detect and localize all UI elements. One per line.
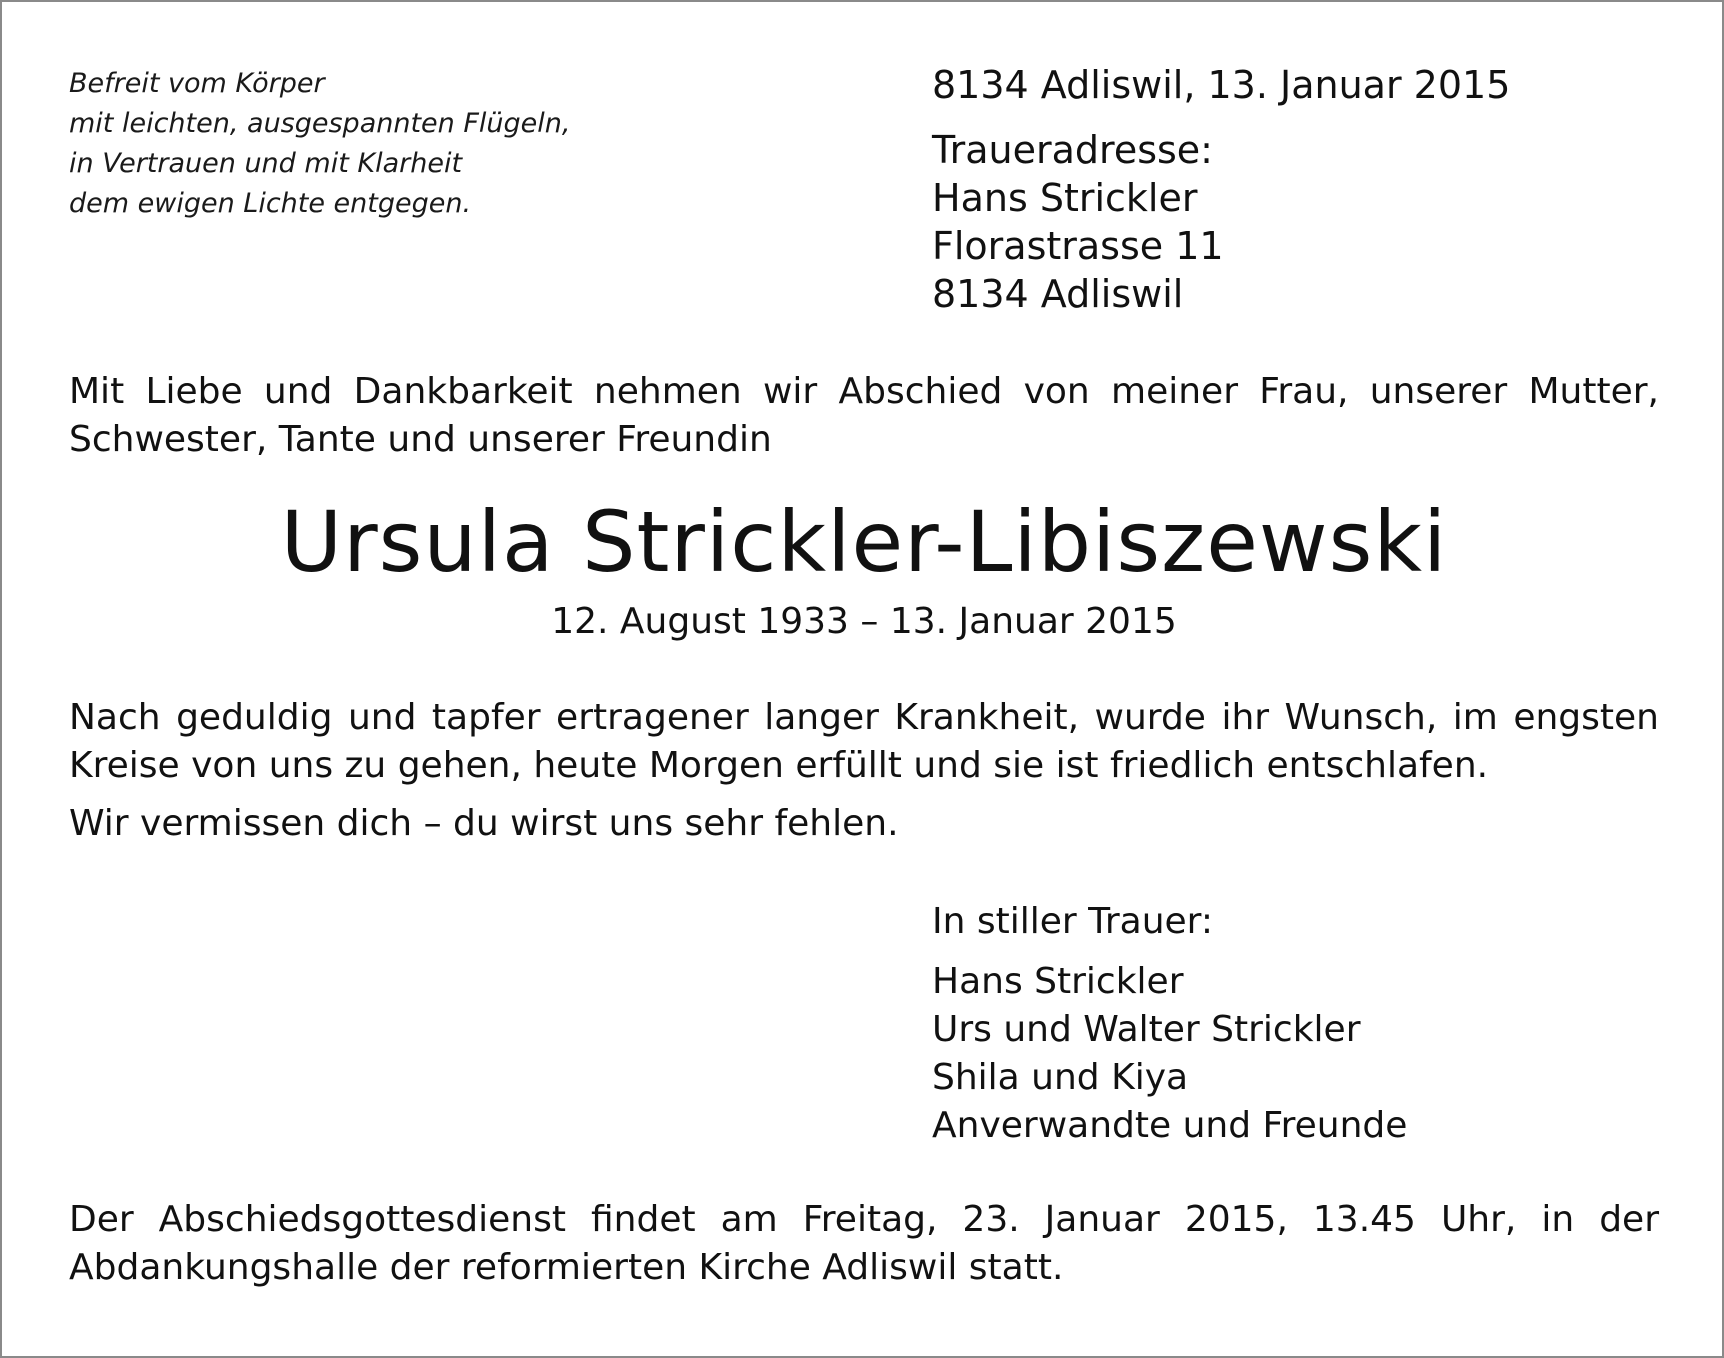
poem-line: in Vertrauen und mit Klarheit (69, 148, 463, 179)
mourner-name: Shila und Kiya (932, 1057, 1189, 1098)
message-paragraph: Nach geduldig und tapfer ertragener langer Krankheit, wurde ihr Wunsch, im engsten Kreise von uns zu gehen, heute Morgen erfüllt und sie ist friedlich entschlafen. (69, 697, 1659, 786)
closing-line: Wir vermissen dich – du wirst uns sehr fehlen. (69, 803, 899, 844)
mourner-name: Urs und Walter Strickler (932, 1009, 1361, 1050)
mourning-address (932, 126, 1224, 318)
intro-text: Mit Liebe und Dankbarkeit nehmen wir Abschied von meiner Frau, unserer Mutter, Schwester, Tante und unserer Freundin (69, 371, 1659, 460)
mourning-label: In stiller Trauer: (932, 901, 1213, 942)
life-dates: 12. August 1933 – 13. Januar 2015 (551, 601, 1177, 642)
address-label: Traueradresse: (932, 128, 1213, 172)
place-date: 8134 Adliswil, 13. Januar 2015 (932, 63, 1511, 107)
poem (69, 64, 570, 224)
service-notice: Der Abschiedsgottesdienst findet am Freitag, 23. Januar 2015, 13.45 Uhr, in der Abdankungshalle der reformierten Kirche Adliswil statt. (69, 1199, 1659, 1288)
deceased-name: Ursula Strickler-Libiszewski (280, 493, 1448, 591)
mourner-name: Hans Strickler (932, 961, 1184, 1002)
poem-line: dem ewigen Lichte entgegen. (69, 188, 472, 219)
poem-line: Befreit vom Körper (69, 68, 325, 99)
address-line: Florastrasse 11 (932, 224, 1224, 268)
address-line: Hans Strickler (932, 176, 1198, 220)
poem-line: mit leichten, ausgespannten Flügeln, (69, 108, 571, 139)
address-line: 8134 Adliswil (932, 272, 1184, 316)
mourners-list (932, 958, 1407, 1150)
mourner-name: Anverwandte und Freunde (932, 1105, 1408, 1146)
